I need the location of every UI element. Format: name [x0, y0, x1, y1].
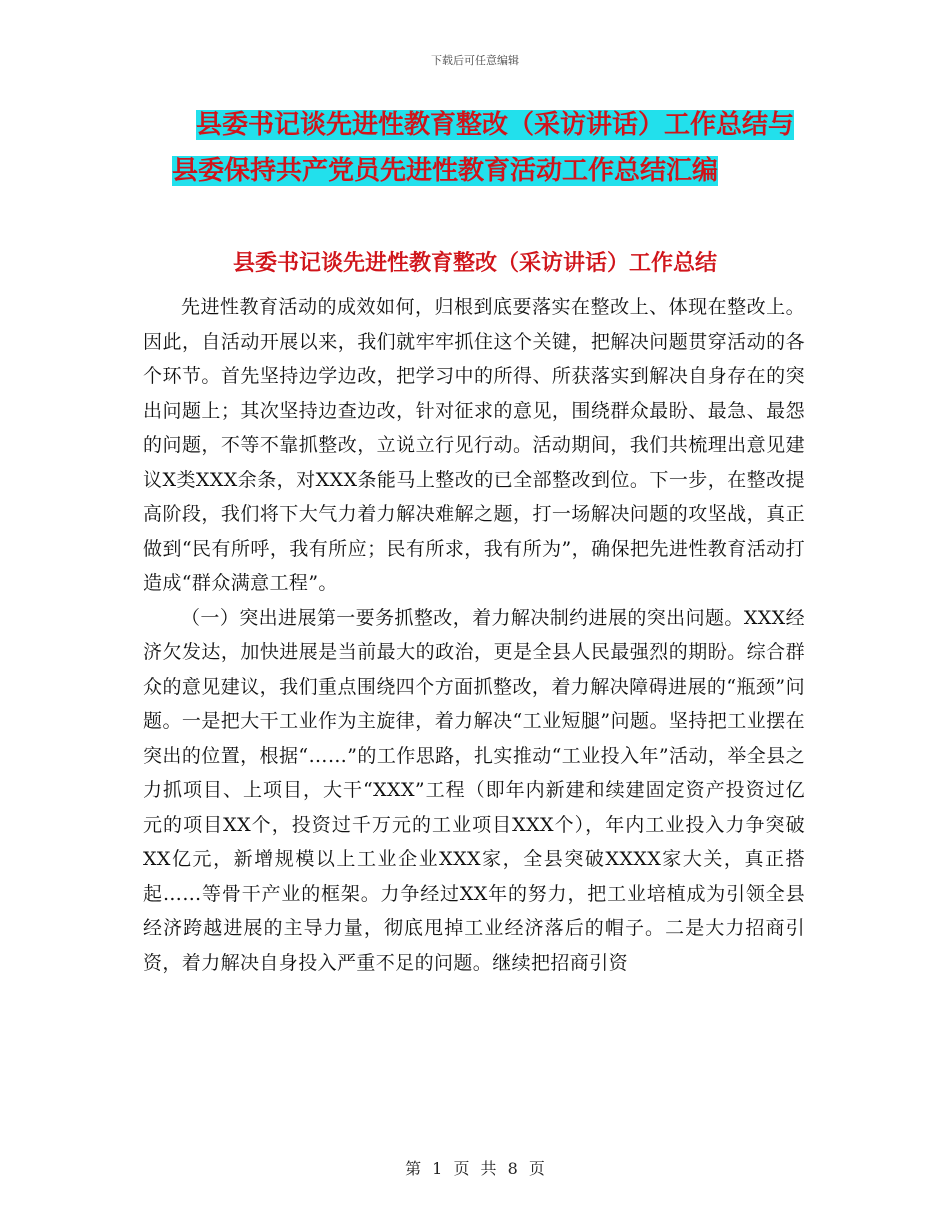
document-title: [100, 106, 860, 198]
page-header-note: 下载后可任意编辑: [431, 54, 519, 67]
document-body: [143, 290, 805, 980]
section-title: 县委书记谈先进性教育整改（采访讲话）工作总结: [232, 251, 717, 276]
document-title-line-1: 县委书记谈先进性教育整改（采访讲话）工作总结与: [196, 110, 795, 140]
page-footer-number: 第 1 页 共 8 页: [405, 1159, 545, 1178]
document-title-line-2: 县委保持共产党员先进性教育活动工作总结汇编: [172, 156, 719, 186]
body-paragraph-1: 先进性教育活动的成效如何，归根到底要落实在整改上、体现在整改上。因此，自活动开展以来，我们就牢牢抓住这个关键，把解决问题贯穿活动的各个环节。首先坚持边学边改，把学习中的所得、所获落实到解决自身存在的突出问题上；其次坚持边查边改，针对征求的意见，围绕群众最盼、最急、最怨的问题，不等不靠抓整改，立说立行见行动。活动期间，我们共梳理出意见建议X类XXX余条，对XXX条能马上整改的已全部整改到位。下一步，在整改提高阶段，我们将下大气力着力解决难解之题，打一场解决问题的攻坚战，真正做到“民有所呼，我有所应；民有所求，我有所为”，确保把先进性教育活动打造成“群众满意工程”。: [143, 296, 805, 594]
body-paragraph-2: （一）突出进展第一要务抓整改，着力解决制约进展的突出问题。XXX经济欠发达，加快进展是当前最大的政治，更是全县人民最强烈的期盼。综合群众的意见建议，我们重点围绕四个方面抓整改，着力解决障碍进展的“瓶颈”问题。一是把大干工业作为主旋律，着力解决“工业短腿”问题。坚持把工业摆在突出的位置，根据“……”的工作思路，扎实推动“工业投入年”活动，举全县之力抓项目、上项目，大干“XXX”工程（即年内新建和续建固定资产投资过亿元的项目XX个，投资过千万元的工业项目XXX个），年内工业投入力争突破XX亿元，新增规模以上工业企业XXX家，全县突破XXXX家大关，真正搭起……等骨干产业的框架。力争经过XX年的努力，把工业培植成为引领全县经济跨越进展的主导力量，彻底甩掉工业经济落后的帽子。二是大力招商引资，着力解决自身投入严重不足的问题。继续把招商引资: [143, 606, 805, 974]
